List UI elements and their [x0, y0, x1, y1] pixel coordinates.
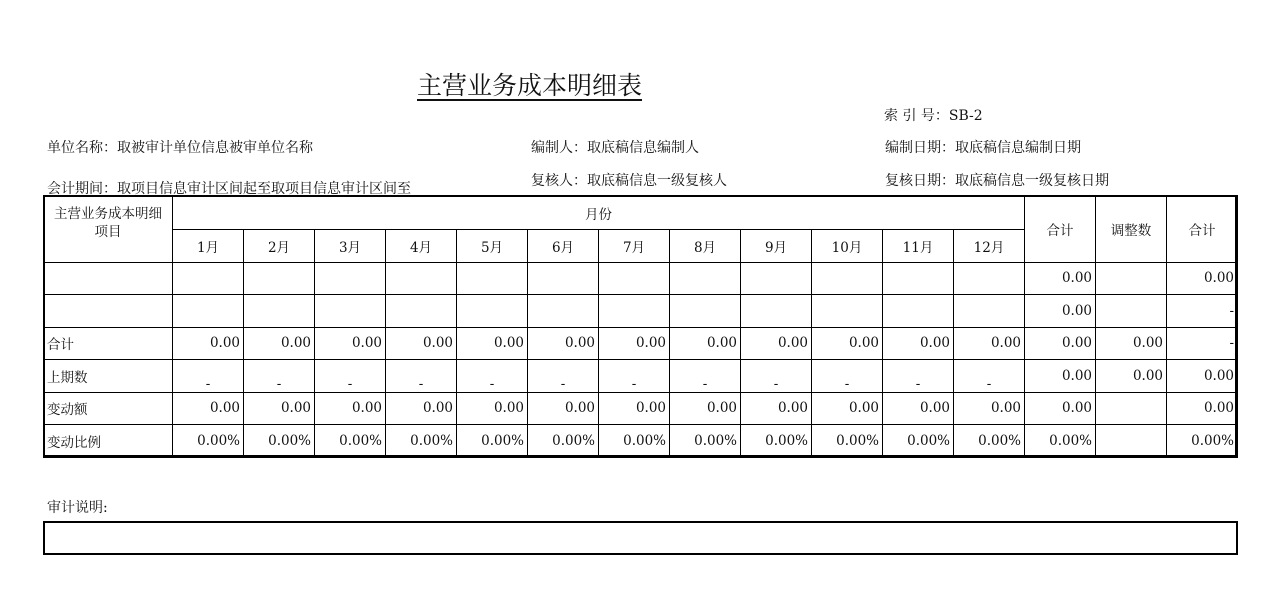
- month-header-cell: 11月: [883, 230, 954, 263]
- month-value-cell[interactable]: 0.00: [457, 392, 528, 425]
- month-value-cell[interactable]: [741, 262, 812, 295]
- total-cell[interactable]: 0.00: [1025, 392, 1096, 425]
- month-header-cell: 2月: [244, 230, 315, 263]
- month-value-cell[interactable]: 0.00: [457, 327, 528, 360]
- month-value-cell[interactable]: -: [741, 360, 812, 393]
- adjust-cell[interactable]: [1096, 425, 1167, 458]
- month-value-cell[interactable]: 0.00%: [670, 425, 741, 458]
- month-value-cell[interactable]: -: [244, 360, 315, 393]
- total-header: 合计: [1025, 196, 1096, 262]
- month-value-cell[interactable]: 0.00: [244, 327, 315, 360]
- month-value-cell[interactable]: -: [599, 360, 670, 393]
- adjust-header: 调整数: [1096, 196, 1167, 262]
- month-header-cell: 5月: [457, 230, 528, 263]
- month-value-cell[interactable]: 0.00: [528, 392, 599, 425]
- reviewer: 复核人：取底稿信息一级复核人: [531, 173, 727, 189]
- month-value-cell[interactable]: 0.00: [244, 392, 315, 425]
- prep-date: 编制日期：取底稿信息编制日期: [885, 140, 1081, 156]
- month-value-cell[interactable]: [812, 262, 883, 295]
- month-value-cell[interactable]: 0.00%: [173, 425, 244, 458]
- month-value-cell[interactable]: 0.00%: [315, 425, 386, 458]
- month-value-cell[interactable]: [812, 295, 883, 328]
- table-row: [44, 295, 1238, 328]
- month-value-cell[interactable]: [315, 262, 386, 295]
- month-value-cell[interactable]: -: [812, 360, 883, 393]
- month-header-cell: 1月: [173, 230, 244, 263]
- page-title: 主营业务成本明细表: [417, 71, 643, 100]
- month-value-cell[interactable]: 0.00%: [457, 425, 528, 458]
- month-header-cell: 12月: [954, 230, 1025, 263]
- month-value-cell[interactable]: 0.00: [386, 327, 457, 360]
- month-value-cell[interactable]: 0.00: [670, 327, 741, 360]
- total-cell[interactable]: 0.00: [1025, 262, 1096, 295]
- row-label: [44, 295, 173, 328]
- accounting-period: 会计期间：取项目信息审计区间起至取项目信息审计区间至: [47, 181, 411, 197]
- table-row: [44, 262, 1238, 295]
- row-label: 变动额: [44, 392, 173, 425]
- month-value-cell[interactable]: 0.00: [812, 392, 883, 425]
- total2-cell[interactable]: 0.00: [1167, 262, 1238, 295]
- total2-cell[interactable]: 0.00%: [1167, 425, 1238, 458]
- month-header: 月份: [173, 196, 1025, 230]
- month-value-cell[interactable]: 0.00%: [741, 425, 812, 458]
- month-value-cell[interactable]: 0.00%: [883, 425, 954, 458]
- total-cell[interactable]: 0.00: [1025, 295, 1096, 328]
- total2-cell[interactable]: 0.00: [1167, 392, 1238, 425]
- month-value-cell[interactable]: 0.00: [741, 327, 812, 360]
- total-cell[interactable]: 0.00%: [1025, 425, 1096, 458]
- month-value-cell[interactable]: 0.00: [173, 392, 244, 425]
- month-header-cell: 8月: [670, 230, 741, 263]
- month-value-cell[interactable]: [173, 295, 244, 328]
- month-value-cell[interactable]: -: [883, 360, 954, 393]
- month-value-cell[interactable]: 0.00%: [386, 425, 457, 458]
- adjust-cell[interactable]: [1096, 262, 1167, 295]
- row-label: [44, 262, 173, 295]
- table-row: [44, 425, 1238, 458]
- month-value-cell[interactable]: 0.00: [883, 327, 954, 360]
- item-header: 主营业务成本明细项目: [44, 196, 173, 262]
- month-value-cell[interactable]: 0.00%: [812, 425, 883, 458]
- month-value-cell[interactable]: [457, 262, 528, 295]
- month-value-cell[interactable]: 0.00%: [599, 425, 670, 458]
- adjust-cell[interactable]: [1096, 392, 1167, 425]
- total2-cell[interactable]: -: [1167, 295, 1238, 328]
- audit-note-label: 审计说明:: [47, 500, 108, 516]
- month-header-cell: 9月: [741, 230, 812, 263]
- month-value-cell[interactable]: 0.00: [315, 327, 386, 360]
- total2-cell[interactable]: 0.00: [1167, 360, 1238, 393]
- month-value-cell[interactable]: [528, 295, 599, 328]
- unit-name: 单位名称：取被审计单位信息被审单位名称: [47, 140, 313, 156]
- month-value-cell[interactable]: 0.00%: [244, 425, 315, 458]
- cost-detail-table: [43, 195, 1238, 458]
- month-value-cell[interactable]: [670, 262, 741, 295]
- month-value-cell[interactable]: [528, 262, 599, 295]
- month-value-cell[interactable]: [244, 262, 315, 295]
- total2-cell[interactable]: -: [1167, 327, 1238, 360]
- row-label: 合计: [44, 327, 173, 360]
- month-header-cell: 7月: [599, 230, 670, 263]
- month-value-cell[interactable]: [386, 295, 457, 328]
- adjust-cell[interactable]: 0.00: [1096, 327, 1167, 360]
- row-label: 上期数: [44, 360, 173, 393]
- month-value-cell[interactable]: 0.00: [741, 392, 812, 425]
- preparer: 编制人：取底稿信息编制人: [531, 140, 699, 156]
- month-value-cell[interactable]: [315, 295, 386, 328]
- month-value-cell[interactable]: -: [670, 360, 741, 393]
- month-value-cell[interactable]: [670, 295, 741, 328]
- month-value-cell[interactable]: 0.00%: [528, 425, 599, 458]
- month-value-cell[interactable]: [954, 295, 1025, 328]
- month-value-cell[interactable]: [883, 295, 954, 328]
- total2-header: 合计: [1167, 196, 1238, 262]
- month-value-cell[interactable]: -: [528, 360, 599, 393]
- month-value-cell[interactable]: 0.00: [173, 327, 244, 360]
- adjust-cell[interactable]: 0.00: [1096, 360, 1167, 393]
- month-value-cell[interactable]: [954, 262, 1025, 295]
- table-row: [44, 392, 1238, 425]
- month-value-cell[interactable]: 0.00: [883, 392, 954, 425]
- index-number: 索 引 号：SB-2: [884, 108, 983, 124]
- month-header-cell: 10月: [812, 230, 883, 263]
- month-value-cell[interactable]: 0.00: [954, 327, 1025, 360]
- month-value-cell[interactable]: -: [173, 360, 244, 393]
- month-value-cell[interactable]: -: [457, 360, 528, 393]
- month-value-cell[interactable]: 0.00: [315, 392, 386, 425]
- month-header-cell: 4月: [386, 230, 457, 263]
- month-value-cell[interactable]: [386, 262, 457, 295]
- month-header-cell: 6月: [528, 230, 599, 263]
- row-label: 变动比例: [44, 425, 173, 458]
- month-value-cell[interactable]: 0.00: [528, 327, 599, 360]
- month-value-cell[interactable]: -: [386, 360, 457, 393]
- review-date: 复核日期：取底稿信息一级复核日期: [885, 173, 1109, 189]
- month-value-cell[interactable]: 0.00%: [954, 425, 1025, 458]
- adjust-cell[interactable]: [1096, 295, 1167, 328]
- month-header-cell: 3月: [315, 230, 386, 263]
- table-row: [44, 360, 1238, 393]
- month-value-cell[interactable]: 0.00: [386, 392, 457, 425]
- table-row: [44, 327, 1238, 360]
- audit-note-box[interactable]: [43, 521, 1238, 555]
- month-value-cell[interactable]: [599, 262, 670, 295]
- month-value-cell[interactable]: [457, 295, 528, 328]
- month-value-cell[interactable]: [741, 295, 812, 328]
- total-cell[interactable]: 0.00: [1025, 360, 1096, 393]
- month-value-cell[interactable]: [599, 295, 670, 328]
- month-value-cell[interactable]: 0.00: [599, 327, 670, 360]
- month-value-cell[interactable]: -: [315, 360, 386, 393]
- month-value-cell[interactable]: 0.00: [812, 327, 883, 360]
- month-value-cell[interactable]: 0.00: [599, 392, 670, 425]
- month-value-cell[interactable]: [173, 262, 244, 295]
- month-value-cell[interactable]: 0.00: [670, 392, 741, 425]
- month-value-cell[interactable]: [244, 295, 315, 328]
- total-cell[interactable]: 0.00: [1025, 327, 1096, 360]
- month-value-cell[interactable]: -: [954, 360, 1025, 393]
- month-value-cell[interactable]: [883, 262, 954, 295]
- month-value-cell[interactable]: 0.00: [954, 392, 1025, 425]
